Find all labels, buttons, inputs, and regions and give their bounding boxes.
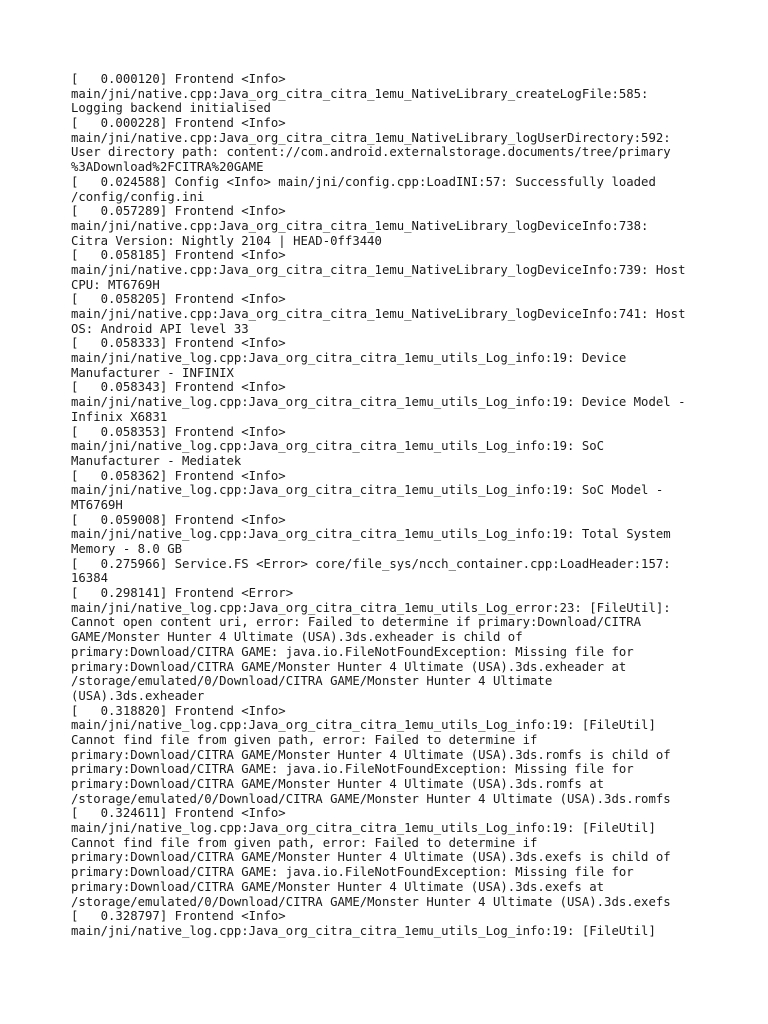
log-line: main/jni/native.cpp:Java_org_citra_citra_1emu_NativeLibrary_logDeviceInfo:739: Host bbox=[71, 262, 686, 277]
log-line: primary:Download/CITRA GAME/Monster Hunter 4 Ultimate (USA).3ds.romfs at bbox=[71, 777, 605, 791]
log-line: primary:Download/CITRA GAME/Monster Hunter 4 Ultimate (USA).3ds.exefs at bbox=[71, 879, 605, 894]
log-line: Logging backend initialised bbox=[71, 101, 271, 116]
log-line: [ 0.058205] Frontend <Info> bbox=[71, 292, 286, 307]
log-line: CPU: MT6769H bbox=[71, 277, 160, 292]
log-line: /storage/emulated/0/Download/CITRA GAME/Monster Hunter 4 Ultimate (USA).3ds.exefs bbox=[71, 894, 671, 909]
log-line: [ 0.057289] Frontend <Info> bbox=[71, 204, 286, 219]
log-line: [ 0.058185] Frontend <Info> bbox=[71, 248, 286, 263]
log-line: [ 0.328797] Frontend <Info> bbox=[71, 909, 286, 924]
log-line: 16384 bbox=[71, 571, 109, 586]
log-line: Cannot open content uri, error: Failed to determine if primary:Download/CITRA bbox=[71, 615, 642, 630]
log-line: [ 0.275966] Service.FS <Error> core/file_sys/ncch_container.cpp:LoadHeader:157: bbox=[71, 556, 671, 571]
log-text-view bbox=[71, 72, 711, 939]
log-line: (USA).3ds.exheader bbox=[71, 688, 205, 703]
log-line: [ 0.000120] Frontend <Info> bbox=[71, 72, 286, 86]
log-line: Cannot find file from given path, error: Failed to determine if bbox=[71, 835, 538, 850]
log-line: main/jni/native_log.cpp:Java_org_citra_citra_1emu_utils_Log_info:19: Device bbox=[71, 351, 627, 366]
log-line: Memory - 8.0 GB bbox=[71, 542, 183, 556]
log-line: /storage/emulated/0/Download/CITRA GAME/Monster Hunter 4 Ultimate (USA).3ds.romfs bbox=[71, 791, 671, 806]
log-line: [ 0.059008] Frontend <Info> bbox=[71, 512, 286, 527]
log-line: [ 0.324611] Frontend <Info> bbox=[71, 806, 286, 821]
log-line: primary:Download/CITRA GAME/Monster Hunter 4 Ultimate (USA).3ds.romfs is child of bbox=[71, 747, 671, 762]
log-line: main/jni/native_log.cpp:Java_org_citra_citra_1emu_utils_Log_info:19: Device Model - bbox=[71, 395, 686, 410]
log-line: main/jni/native.cpp:Java_org_citra_citra_1emu_NativeLibrary_logDeviceInfo:741: Host bbox=[71, 307, 686, 321]
log-line: primary:Download/CITRA GAME: java.io.FileNotFoundException: Missing file for bbox=[71, 865, 634, 880]
log-line: User directory path: content://com.android.externalstorage.documents/tree/primary bbox=[71, 145, 671, 160]
log-line: Cannot find file from given path, error: Failed to determine if bbox=[71, 732, 538, 747]
log-line: main/jni/native_log.cpp:Java_org_citra_citra_1emu_utils_Log_error:23: [FileUtil]: bbox=[71, 600, 671, 615]
log-line: Infinix X6831 bbox=[71, 409, 168, 424]
log-line: [ 0.058343] Frontend <Info> bbox=[71, 380, 286, 395]
log-line: Manufacturer - INFINIX bbox=[71, 365, 234, 380]
log-line: main/jni/native_log.cpp:Java_org_citra_citra_1emu_utils_Log_info:19: Total System bbox=[71, 527, 671, 542]
log-line: primary:Download/CITRA GAME: java.io.FileNotFoundException: Missing file for bbox=[71, 762, 634, 777]
log-line: [ 0.058333] Frontend <Info> bbox=[71, 336, 286, 351]
log-line: [ 0.058362] Frontend <Info> bbox=[71, 468, 286, 483]
log-line: main/jni/native_log.cpp:Java_org_citra_citra_1emu_utils_Log_info:19: [FileUtil] bbox=[71, 923, 656, 938]
log-line: OS: Android API level 33 bbox=[71, 321, 249, 336]
log-line: main/jni/native_log.cpp:Java_org_citra_citra_1emu_utils_Log_info:19: SoC Model - bbox=[71, 483, 664, 498]
log-line: [ 0.024588] Config <Info> main/jni/config.cpp:LoadINI:57: Successfully loaded bbox=[71, 174, 656, 189]
log-line: MT6769H bbox=[71, 497, 123, 512]
log-line: primary:Download/CITRA GAME/Monster Hunter 4 Ultimate (USA).3ds.exefs is child of bbox=[71, 850, 671, 865]
log-line: main/jni/native.cpp:Java_org_citra_citra_1emu_NativeLibrary_createLogFile:585: bbox=[71, 86, 649, 101]
log-line: main/jni/native.cpp:Java_org_citra_citra_1emu_NativeLibrary_logUserDirectory:592: bbox=[71, 130, 671, 145]
log-line: /storage/emulated/0/Download/CITRA GAME/Monster Hunter 4 Ultimate bbox=[71, 674, 553, 689]
log-line: main/jni/native_log.cpp:Java_org_citra_citra_1emu_utils_Log_info:19: SoC bbox=[71, 439, 605, 454]
log-line: [ 0.318820] Frontend <Info> bbox=[71, 703, 286, 718]
log-line: [ 0.298141] Frontend <Error> bbox=[71, 586, 294, 601]
log-line: main/jni/native_log.cpp:Java_org_citra_citra_1emu_utils_Log_info:19: [FileUtil] bbox=[71, 821, 656, 836]
log-line: main/jni/native_log.cpp:Java_org_citra_citra_1emu_utils_Log_info:19: [FileUtil] bbox=[71, 718, 656, 733]
log-line: primary:Download/CITRA GAME: java.io.FileNotFoundException: Missing file for bbox=[71, 644, 634, 659]
log-line: [ 0.058353] Frontend <Info> bbox=[71, 424, 286, 439]
log-line: [ 0.000228] Frontend <Info> bbox=[71, 116, 286, 131]
log-line: Citra Version: Nightly 2104 | HEAD-0ff3440 bbox=[71, 233, 382, 248]
log-line: GAME/Monster Hunter 4 Ultimate (USA).3ds.exheader is child of bbox=[71, 630, 523, 645]
log-line: Manufacturer - Mediatek bbox=[71, 453, 242, 468]
log-line: %3ADownload%2FCITRA%20GAME bbox=[71, 160, 264, 175]
log-line: /config/config.ini bbox=[71, 189, 205, 204]
log-line: main/jni/native.cpp:Java_org_citra_citra_1emu_NativeLibrary_logDeviceInfo:738: bbox=[71, 218, 649, 233]
log-line: primary:Download/CITRA GAME/Monster Hunter 4 Ultimate (USA).3ds.exheader at bbox=[71, 659, 627, 674]
